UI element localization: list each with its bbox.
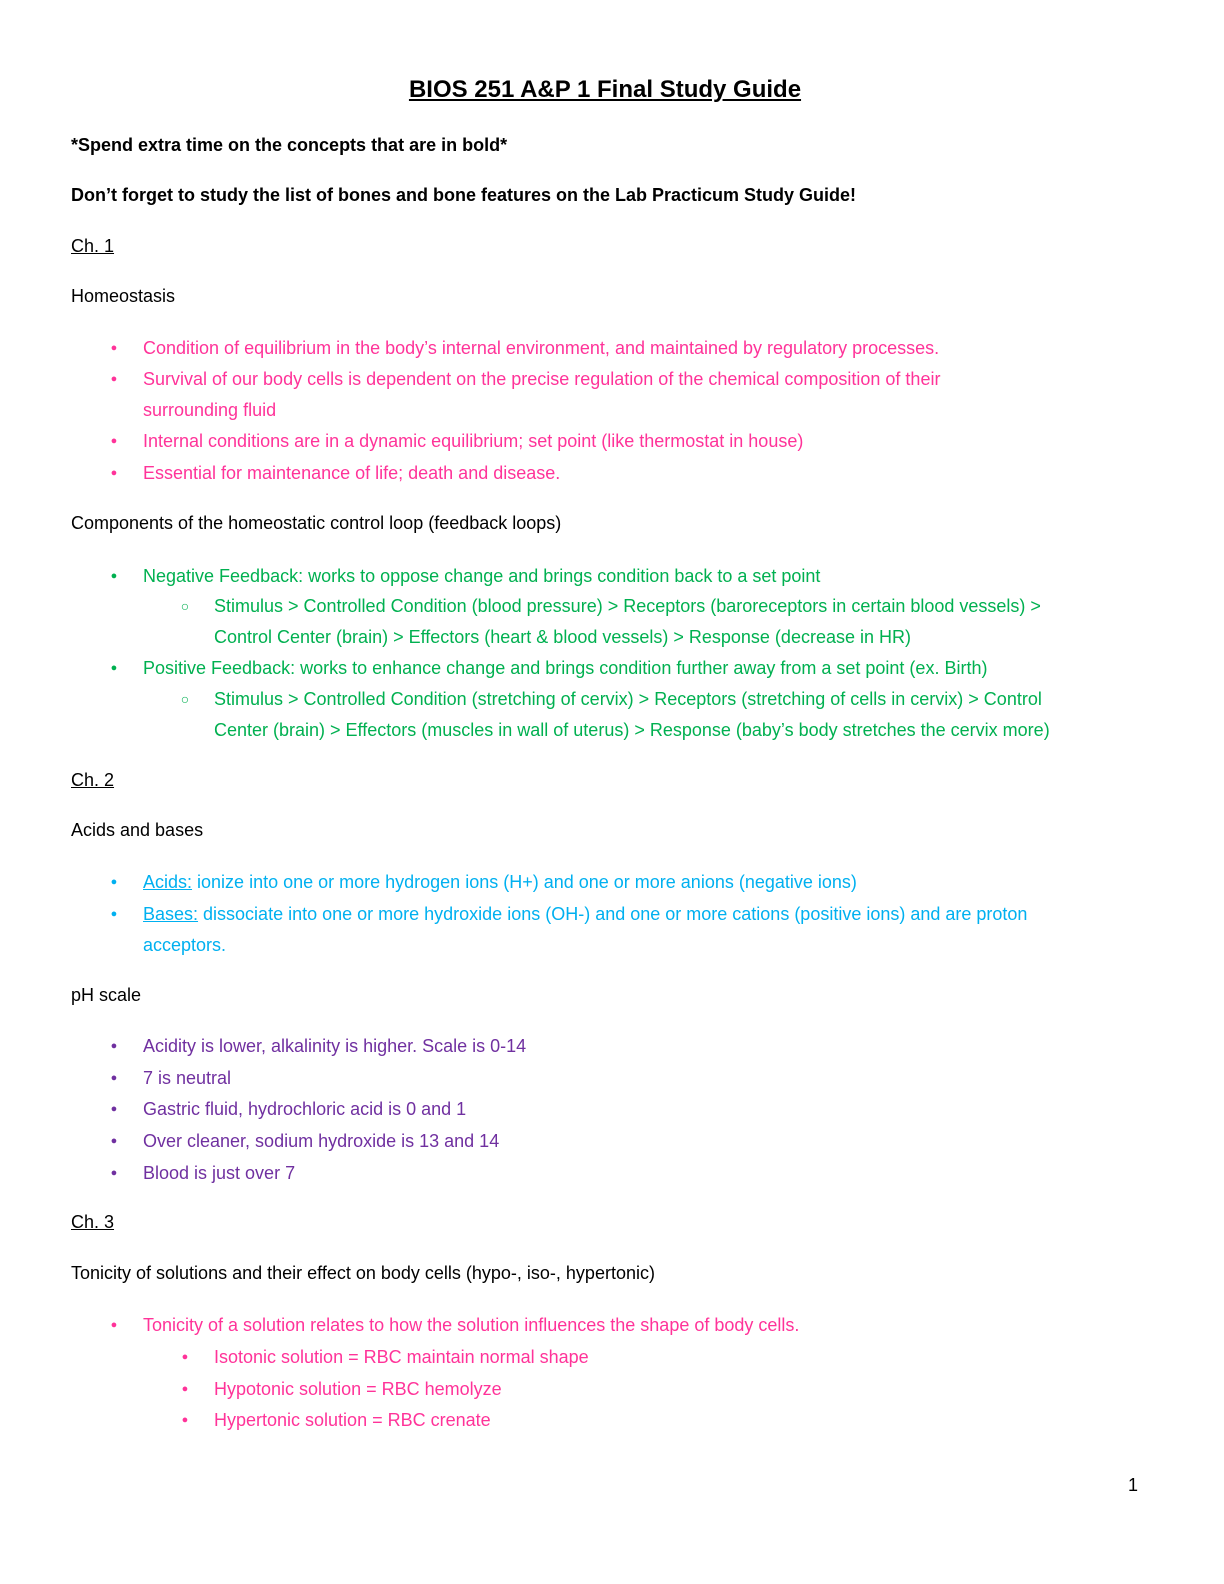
chapter-2-heading: Ch. 2 (71, 770, 115, 790)
bases-label: Bases: (143, 904, 199, 924)
sub-list-item-continuation: Center (brain) > Effectors (muscles in wall of uterus) > Response (baby’s body stretches the cervix more) (214, 720, 1050, 740)
circle-bullet-icon: ○ (180, 691, 190, 707)
sub-list-item-continuation: Control Center (brain) > Effectors (heart & blood vessels) > Response (decrease in HR) (214, 627, 911, 647)
bullet-icon: ● (110, 1135, 118, 1147)
bullet-icon: ● (110, 1167, 118, 1179)
chapter-1-heading: Ch. 1 (71, 236, 115, 256)
topic-acids-bases: Acids and bases (71, 820, 204, 840)
chapter-3-heading: Ch. 3 (71, 1212, 115, 1232)
bullet-icon: ● (110, 467, 118, 479)
topic-ph-scale: pH scale (71, 985, 142, 1005)
acids-text: ionize into one or more hydrogen ions (H+) and one or more anions (negative ions) (192, 872, 857, 892)
bullet-icon: ● (110, 662, 118, 674)
lab-reminder: Don’t forget to study the list of bones and bone features on the Lab Practicum Study Guide! (71, 185, 857, 205)
bullet-icon: ● (110, 1103, 118, 1115)
document-page: BIOS 251 A&P 1 Final Study Guide *Spend extra time on the concepts that are in bold* Don’t forget to study the list of bones and bone features on the Lab Practicum Study Guide! Ch. 1 Homeostasis ● Condition of equilibrium in the body’s internal environment, and maintained by regulatory processes. ● Survival of our body cells is dependent on the precise regulation of the chemical composition of their surrounding fluid ● Internal conditions are in a dynamic equilibrium; set point (like thermostat in house) ● Essential for maintenance of life; death and disease. Components of the homeostatic control loop (feedback loops) ● Negative Feedback: works to oppose change and brings condition back to a set point ○ Stimulus > Controlled Condition (blood pressure) > Receptors (baroreceptors in certain blood vessels) > Control Center (brain) > Effectors (heart & blood vessels) > Response (decrease in HR) ● Positive Feedback: works to enhance change and brings condition further away from a set point (ex. Birth) ○ Stimulus > Controlled Condition (stretching of cervix) > Receptors (stretching of cells in cervix) > Control Center (brain) > Effectors (muscles in wall of uterus) > Response (baby’s body stretches the cervix more) Ch. 2 Acids and bases ● Acids: ionize into one or more hydrogen ions (H+) and one or more anions (negative ions) ● Bases: dissociate into one or more hydroxide ions (OH-) and one or more cations (positive ions) and are proton acceptors. pH scale ● Acidity is lower, alkalinity is higher. Scale is 0-14 ● 7 is neutral ● Gastric fluid, hydrochloric acid is 0 and 1 ● Over cleaner, sodium hydroxide is 13 and 14 ● Blood is just over 7 Ch. 3 Tonicity of solutions and their effect on body cells (hypo-, iso-, hypertonic) ● Tonicity of a solution relates to how the solution influences the shape of body cells. ● Isotonic solution = RBC maintain normal shape ● Hypotonic solution = RBC hemolyze ● Hypertonic solution = RBC crenate 1 (0, 0, 1224, 1584)
bullet-icon: ● (181, 1351, 189, 1363)
bullet-icon: ● (110, 1319, 118, 1331)
document-title: BIOS 251 A&P 1 Final Study Guide (408, 76, 802, 103)
bullet-icon: ● (110, 876, 118, 888)
bullet-icon: ● (181, 1383, 189, 1395)
topic-feedback-loops: Components of the homeostatic control loop (feedback loops) (71, 513, 562, 533)
acids-definition (143, 870, 857, 894)
bullet-icon: ● (110, 1072, 118, 1084)
list-item-continuation: acceptors. (143, 935, 227, 955)
topic-tonicity: Tonicity of solutions and their effect on body cells (hypo-, iso-, hypertonic) (71, 1263, 655, 1283)
bold-note: *Spend extra time on the concepts that are in bold* (71, 135, 508, 155)
page-number: 1 (1128, 1475, 1139, 1495)
circle-bullet-icon: ○ (180, 598, 190, 614)
bullet-icon: ● (110, 342, 118, 354)
bullet-icon: ● (110, 373, 118, 385)
topic-homeostasis: Homeostasis (71, 286, 176, 306)
bullet-icon: ● (110, 435, 118, 447)
acids-label: Acids: (143, 872, 193, 892)
bases-text: dissociate into one or more hydroxide ions (OH-) and one or more cations (positive ions) and are proton (198, 904, 1028, 924)
bullet-icon: ● (110, 570, 118, 582)
bullet-icon: ● (110, 1040, 118, 1052)
bullet-icon: ● (181, 1414, 189, 1426)
bases-definition (143, 902, 1027, 926)
list-item-continuation: surrounding fluid (143, 400, 277, 420)
bullet-icon: ● (110, 908, 118, 920)
